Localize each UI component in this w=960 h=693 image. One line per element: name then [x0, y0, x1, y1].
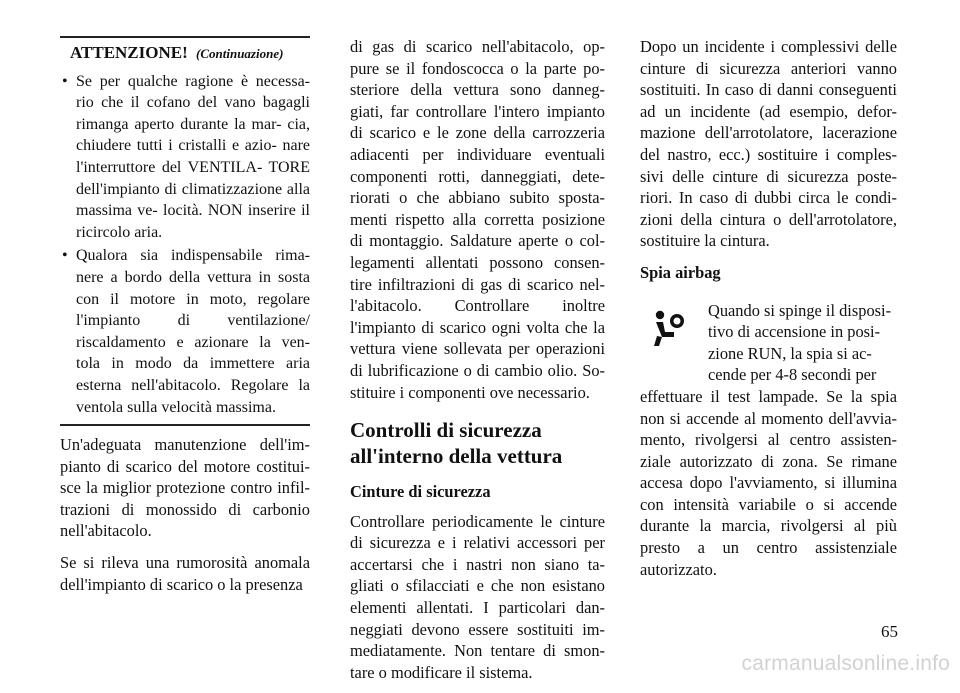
airbag-section [640, 300, 897, 581]
airbag-line: Quando si spinge il disposi- [708, 300, 892, 320]
column-left [60, 36, 310, 605]
warning-box [60, 36, 310, 426]
section-heading: Controlli di sicurezza all'interno della vettura [350, 418, 563, 469]
warning-title-text: ATTENZIONE! [70, 43, 188, 62]
warning-divider [60, 424, 310, 426]
warning-continuation: (Continuazione) [196, 46, 284, 61]
warning-bullet-text: Se per qualche ragione è necessa- rio che il cofano del vano bagagli rimanga aperto durante la mar- cia, chiudere tutti i cristalli e azio- nare l'interruttore del VENTILA- TORE dell'impianto di climatizzazione alla massima ve- locità. NON inserire il ricircolo aria. [76, 72, 310, 241]
body-paragraph: Dopo un incidente i complessivi delle cinture di sicurezza anteriori vanno sostituiti. In caso di danni conseguenti ad un incidente (ad esempio, defor- mazione dell'arrotolatore, lacerazione del nastro, ecc.) sostituire i comples- sivi delle cinture di sicurezza poste- riori. In caso di dubbi circa le condi- zioni della cintura o dell'arrotolatore, sostituire la cintura. [640, 37, 897, 251]
warning-bullet-list [60, 71, 310, 419]
bullet-icon: • [62, 247, 68, 265]
airbag-line: zione RUN, la spia si ac- [708, 343, 872, 363]
body-paragraph: effettuare il test lampade. Se la spia non si accende al momento dell'avvia- mento, rivolgersi al centro assisten- ziale autorizzato di zona. Se rimane accesa dopo l'avviamento, si illumina con intensità variabile o si accende durante la marcia, rivolgersi al più presto a un centro assistenziale autorizzato. [640, 386, 897, 579]
body-paragraph: Un'adeguata manutenzione dell'im- pianto di scarico del motore costitui- sce la miglior protezione contro infil- trazioni di monossido di carbonio nell'abitacolo. [60, 435, 310, 541]
watermark: carmanualsonline.info [741, 652, 950, 675]
bullet-icon: • [62, 72, 68, 90]
warning-bullet-item [60, 71, 310, 244]
airbag-line: tivo di accensione in posi- [708, 322, 881, 342]
airbag-warning-icon [650, 308, 686, 348]
warning-bullet-text: Qualora sia indispensabile rima- nere a bordo della vettura in sosta con il motore in moto, regolare l'impianto di ventilazione/ riscaldamento e azionare la ven- tola in modo da immettere aria esterna nell'abitacolo. Regolare la ventola sulla velocità massima. [76, 247, 310, 416]
page-number: 65 [881, 622, 898, 641]
body-paragraph: di gas di scarico nell'abitacolo, op- pure se il fondoscocca o la parte po- steriore della vettura sono danneg- giati, far controllare l'intero impianto di scarico e le zone della carrozzeria adiacenti per individuare eventuali componenti rotti, danneggiati, dete- riorati o che abbiano subito sposta- menti rispetto alla corretta posizione di montaggio. Saldature aperte o col- legamenti allentati possono consen- tire infiltrazioni di gas di scarico nel- l'abitacolo. Controllare inoltre l'impianto di scarico ogni volta che la vettura viene sollevata per operazioni di lubrificazione o di cambio olio. So- stituire i componenti ove necessario. [350, 37, 605, 402]
airbag-line: cende per 4-8 secondi per [708, 365, 877, 385]
subheading-airbag-light: Spia airbag [640, 262, 721, 282]
body-paragraph: Se si rileva una rumorosità anomala dell'impianto di scarico o la presenza [60, 553, 310, 594]
warning-title [70, 42, 310, 65]
column-right [640, 36, 897, 590]
body-paragraph: Controllare periodicamente le cinture di sicurezza e i relativi accessori per accertarsi che i nastri non siano ta- gliati o sfilacciati e che non esistano elementi allentati. I particolari dan- neggiati devono essere sostituiti im- mediatamente. Non tentare di smon- tare o modificare il sistema. [350, 511, 605, 682]
warning-bullet-item [60, 245, 310, 418]
subheading-seatbelts: Cinture di sicurezza [350, 482, 491, 502]
column-middle [350, 36, 605, 693]
